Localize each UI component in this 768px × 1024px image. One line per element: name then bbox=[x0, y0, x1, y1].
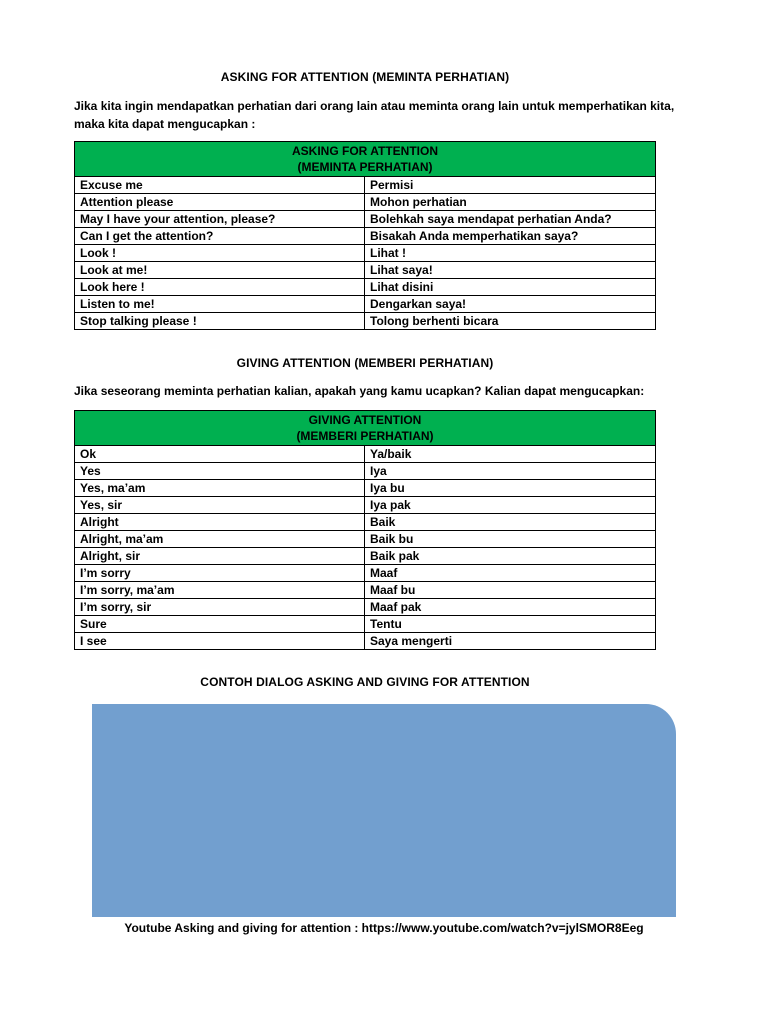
giving-table-row bbox=[75, 633, 656, 650]
indonesian-phrase-cell: Permisi bbox=[365, 177, 656, 194]
english-phrase-cell: Ok bbox=[75, 446, 365, 463]
giving-table-row bbox=[75, 599, 656, 616]
giving-table-row bbox=[75, 514, 656, 531]
giving-table-body bbox=[75, 446, 656, 650]
indonesian-phrase-cell: Maaf bu bbox=[365, 582, 656, 599]
asking-table-header bbox=[75, 142, 656, 177]
english-phrase-cell: I’m sorry, ma’am bbox=[75, 582, 365, 599]
section2-title: GIVING ATTENTION (MEMBERI PERHATIAN) bbox=[236, 356, 494, 370]
section3-title: CONTOH DIALOG ASKING AND GIVING FOR ATTENTION bbox=[200, 675, 530, 689]
youtube-link-text[interactable]: Youtube Asking and giving for attention : https://www.youtube.com/watch?v=jylSMOR8Eeg bbox=[124, 921, 644, 935]
indonesian-phrase-cell: Lihat saya! bbox=[365, 262, 656, 279]
asking-table-row bbox=[75, 228, 656, 245]
indonesian-phrase-cell: Dengarkan saya! bbox=[365, 296, 656, 313]
indonesian-phrase-cell: Baik bu bbox=[365, 531, 656, 548]
section1-intro bbox=[74, 97, 714, 133]
asking-table-row bbox=[75, 177, 656, 194]
section1-intro-line1: Jika kita ingin mendapatkan perhatian dari orang lain atau meminta orang lain untuk memperhatikan kita, bbox=[74, 99, 675, 113]
giving-table-row bbox=[75, 497, 656, 514]
indonesian-phrase-cell: Lihat disini bbox=[365, 279, 656, 296]
indonesian-phrase-cell: Mohon perhatian bbox=[365, 194, 656, 211]
english-phrase-cell: Sure bbox=[75, 616, 365, 633]
section1-title: ASKING FOR ATTENTION (MEMINTA PERHATIAN) bbox=[220, 70, 510, 84]
asking-table-row bbox=[75, 279, 656, 296]
giving-table-row bbox=[75, 531, 656, 548]
english-phrase-cell: Yes bbox=[75, 463, 365, 480]
english-phrase-cell: Look at me! bbox=[75, 262, 365, 279]
indonesian-phrase-cell: Bolehkah saya mendapat perhatian Anda? bbox=[365, 211, 656, 228]
english-phrase-cell: Excuse me bbox=[75, 177, 365, 194]
giving-table-row bbox=[75, 463, 656, 480]
section1-intro-line2: maka kita dapat mengucapkan : bbox=[74, 117, 256, 131]
indonesian-phrase-cell: Tolong berhenti bicara bbox=[365, 313, 656, 330]
asking-table-row bbox=[75, 313, 656, 330]
section2-intro-line1: Jika seseorang meminta perhatian kalian, apakah yang kamu ucapkan? Kalian dapat mengucapkan: bbox=[74, 384, 645, 398]
english-phrase-cell: Yes, sir bbox=[75, 497, 365, 514]
asking-table-row bbox=[75, 194, 656, 211]
english-phrase-cell: Listen to me! bbox=[75, 296, 365, 313]
indonesian-phrase-cell: Ya/baik bbox=[365, 446, 656, 463]
asking-table-body bbox=[75, 177, 656, 330]
dialog-image-placeholder bbox=[92, 704, 676, 917]
english-phrase-cell: Look here ! bbox=[75, 279, 365, 296]
asking-table-row bbox=[75, 262, 656, 279]
english-phrase-cell: Alright, ma’am bbox=[75, 531, 365, 548]
asking-attention-table bbox=[74, 141, 656, 330]
giving-table-header-line1: GIVING ATTENTION bbox=[308, 413, 422, 427]
asking-table-row bbox=[75, 296, 656, 313]
english-phrase-cell: I see bbox=[75, 633, 365, 650]
giving-table-row bbox=[75, 480, 656, 497]
giving-table-row bbox=[75, 616, 656, 633]
giving-table-header bbox=[75, 411, 656, 446]
giving-table-row bbox=[75, 548, 656, 565]
indonesian-phrase-cell: Iya bbox=[365, 463, 656, 480]
english-phrase-cell: Look ! bbox=[75, 245, 365, 262]
indonesian-phrase-cell: Tentu bbox=[365, 616, 656, 633]
indonesian-phrase-cell: Saya mengerti bbox=[365, 633, 656, 650]
asking-table-header-line1: ASKING FOR ATTENTION bbox=[292, 144, 438, 158]
asking-table-header-line2: (MEMINTA PERHATIAN) bbox=[297, 160, 433, 174]
giving-table-row bbox=[75, 446, 656, 463]
asking-table-row bbox=[75, 211, 656, 228]
giving-table-row bbox=[75, 565, 656, 582]
english-phrase-cell: Alright bbox=[75, 514, 365, 531]
english-phrase-cell: Yes, ma’am bbox=[75, 480, 365, 497]
indonesian-phrase-cell: Maaf pak bbox=[365, 599, 656, 616]
indonesian-phrase-cell: Baik bbox=[365, 514, 656, 531]
english-phrase-cell: I’m sorry bbox=[75, 565, 365, 582]
giving-attention-table bbox=[74, 410, 656, 650]
indonesian-phrase-cell: Baik pak bbox=[365, 548, 656, 565]
english-phrase-cell: Alright, sir bbox=[75, 548, 365, 565]
english-phrase-cell: I’m sorry, sir bbox=[75, 599, 365, 616]
english-phrase-cell: Stop talking please ! bbox=[75, 313, 365, 330]
asking-table-row bbox=[75, 245, 656, 262]
indonesian-phrase-cell: Maaf bbox=[365, 565, 656, 582]
giving-table-row bbox=[75, 582, 656, 599]
indonesian-phrase-cell: Bisakah Anda memperhatikan saya? bbox=[365, 228, 656, 245]
indonesian-phrase-cell: Lihat ! bbox=[365, 245, 656, 262]
indonesian-phrase-cell: Iya bu bbox=[365, 480, 656, 497]
section2-intro bbox=[74, 382, 714, 400]
english-phrase-cell: Attention please bbox=[75, 194, 365, 211]
giving-table-header-line2: (MEMBERI PERHATIAN) bbox=[296, 429, 434, 443]
indonesian-phrase-cell: Iya pak bbox=[365, 497, 656, 514]
english-phrase-cell: May I have your attention, please? bbox=[75, 211, 365, 228]
english-phrase-cell: Can I get the attention? bbox=[75, 228, 365, 245]
